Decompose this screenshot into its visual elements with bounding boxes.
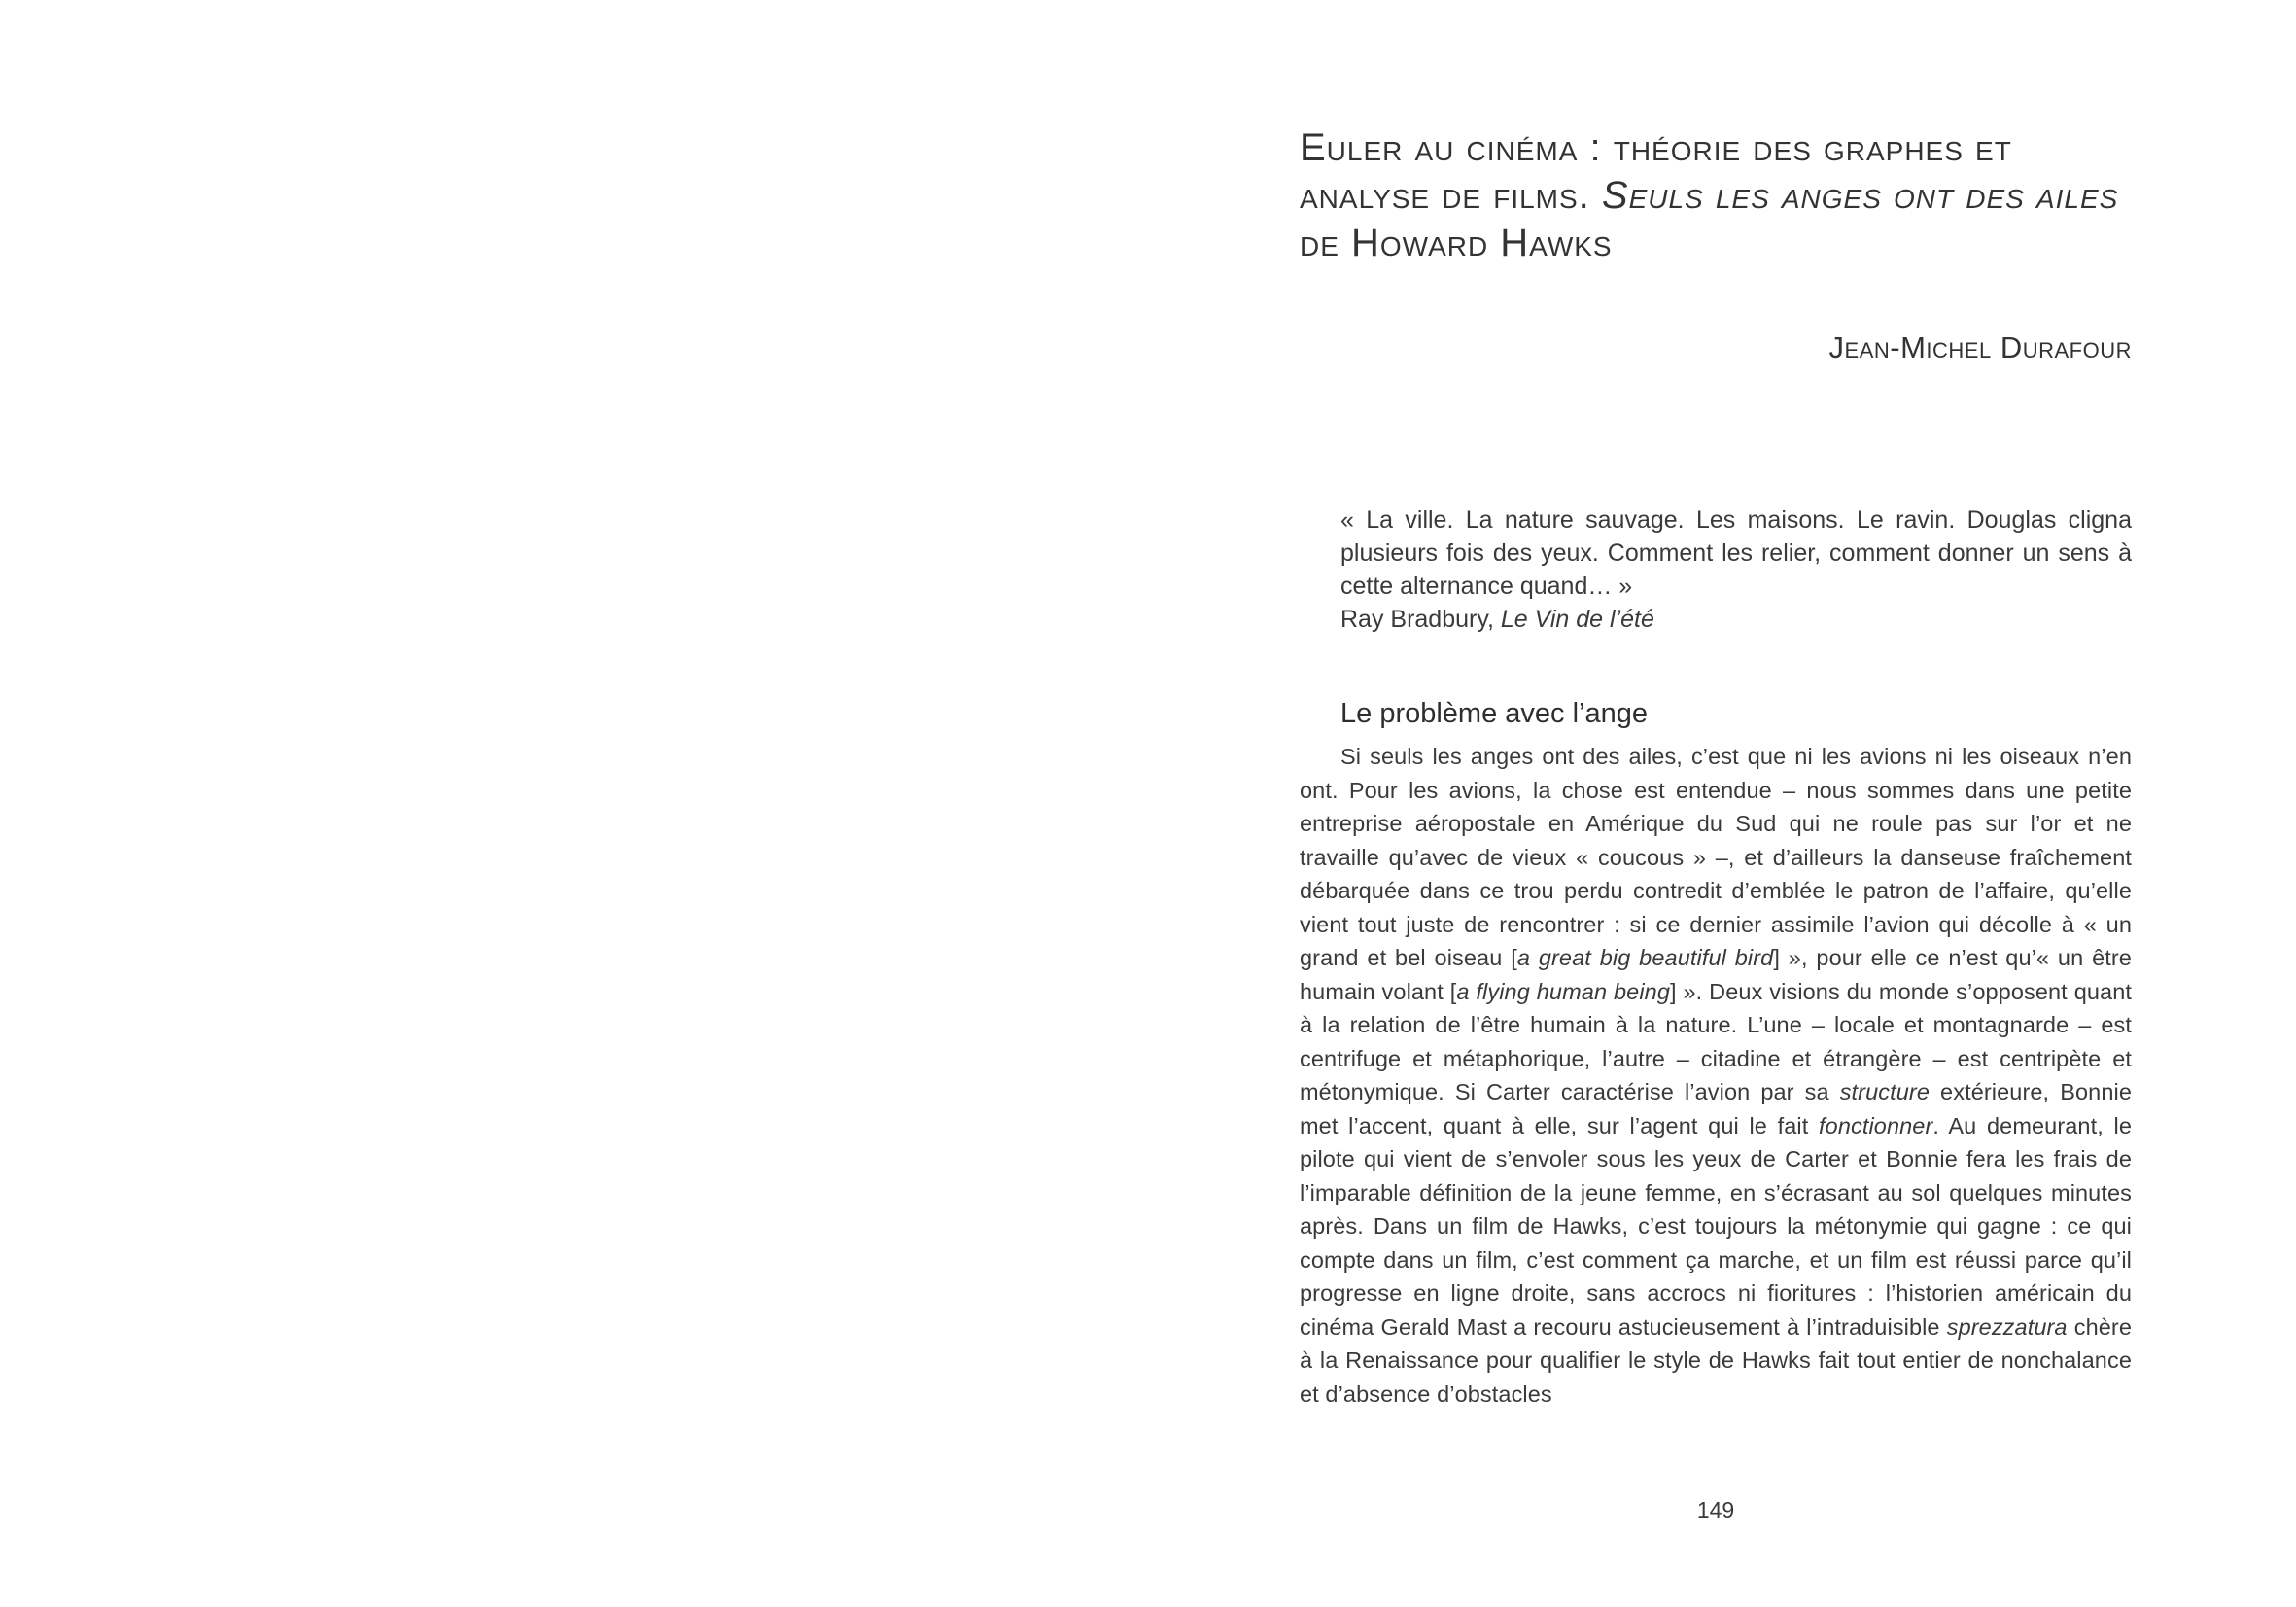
epigraph xyxy=(1340,504,2132,636)
author-name: Jean-Michel Durafour xyxy=(1828,331,2132,366)
epigraph-attribution: Ray Bradbury, Le Vin de l’été xyxy=(1340,606,1654,634)
text-column xyxy=(1300,124,2132,1411)
section-heading: Le problème avec l’ange xyxy=(1340,698,1648,730)
page-number: 149 xyxy=(1696,1497,1735,1522)
body-paragraph: Si seuls les anges ont des ailes, c’est que ni les avions ni les oiseaux n’en ont. Pour les avions, la chose est entendue – nous sommes dans une petite entreprise aéropostale en Amérique du Sud qui ne roule pas sur l’or et ne travaille qu’avec de vieux « coucous » –, et d’ailleurs la danseuse fraîchement débarquée dans ce trou perdu contredit d’emblée le patron de l’affaire, qu’elle vient tout juste de rencontrer : si ce dernier assimile l’avion qui décolle à « un grand et bel oiseau [a great big beautiful bird] », pour elle ce n’est qu’« un être humain volant [a flying human being] ». Deux visions du monde s’opposent quant à la relation de l’être humain à la nature. L’une – locale et montagnarde – est centrifuge et métaphorique, l’autre – citadine et étrangère – est centripète et métonymique. Si Carter caractérise l’avion par sa structure extérieure, Bonnie met l’accent, quant à elle, sur l’agent qui le fait fonctionner. Au demeurant, le pilote qui vient de s’envoler sous les yeux de Carter et Bonnie fera les frais de l’imparable définition de la jeune femme, en s’écrasant au sol quelques minutes après. Dans un film de Hawks, c’est toujours la métonymie qui gagne : ce qui compte dans un film, c’est comment ça marche, et un film est réussi parce qu’il progresse en ligne droite, sans accrocs ni fioritures : l’historien américain du cinéma Gerald Mast a recouru astucieusement à l’intraduisible sprezzatura chère à la Renaissance pour qualifier le style de Hawks fait tout entier de nonchalance et d’absence d’obstacles xyxy=(1300,744,2132,1407)
epigraph-quote: « La ville. La nature sauvage. Les maisons. Le ravin. Douglas cligna plusieurs fois des yeux. Comment les relier, comment donner un sens à cette alternance quand… » xyxy=(1340,507,2132,601)
article-title: Euler au cinéma : théorie des graphes et analyse de films. Seuls les anges ont des ailes de Howard Hawks xyxy=(1300,126,2119,264)
